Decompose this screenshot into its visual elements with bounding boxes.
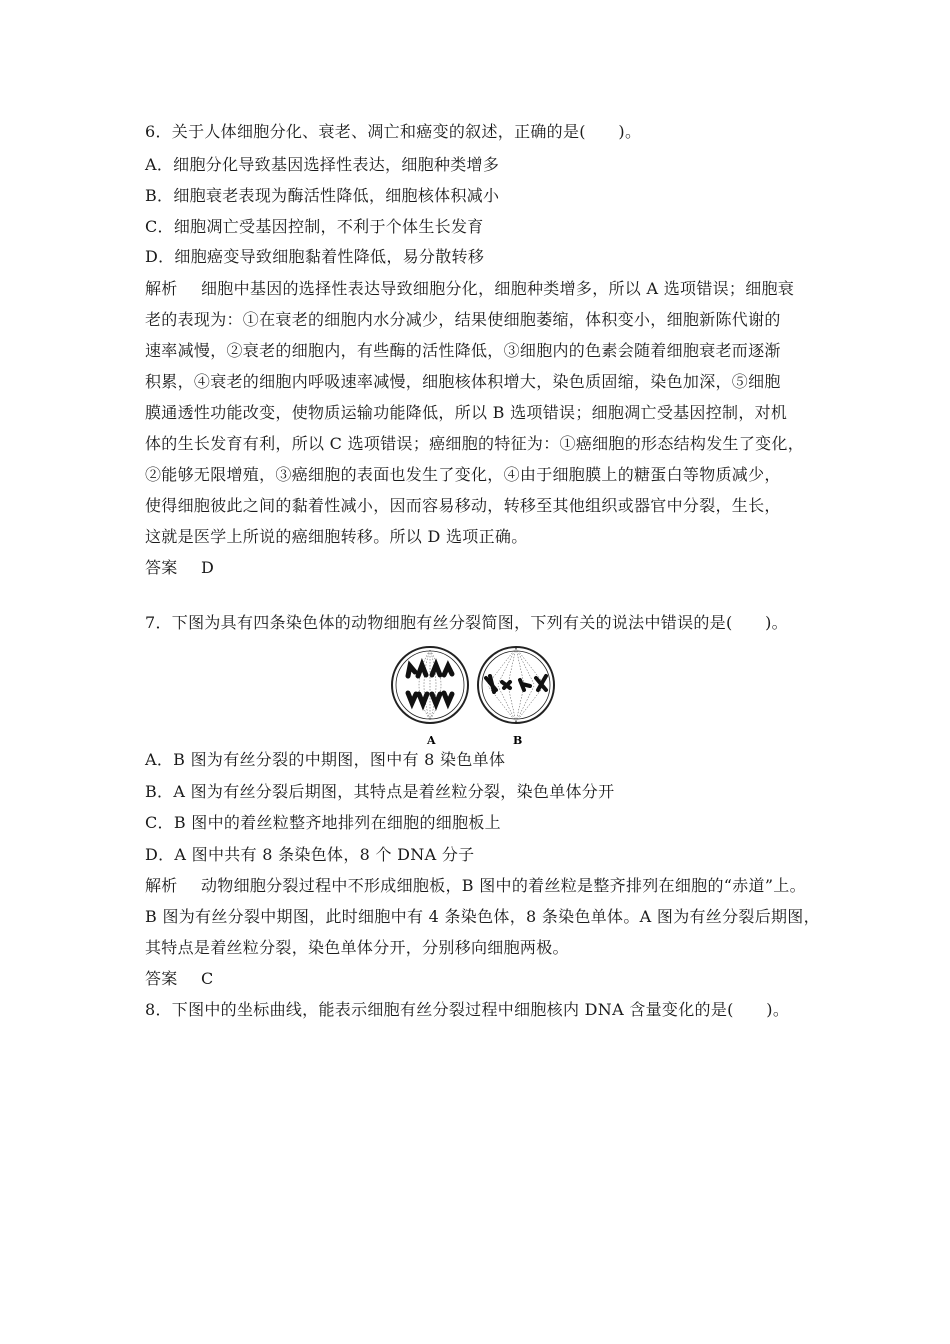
q7-analysis-label: 解析 xyxy=(145,876,178,895)
q7-analysis-line: B 图为有丝分裂中期图，此时细胞中有 4 条染色体，8 条染色单体。A 图为有丝分裂后期图， xyxy=(145,907,820,926)
q6-option-c: C．细胞凋亡受基因控制，不利于个体生长发育 xyxy=(145,217,484,236)
q6-stem: 6．关于人体细胞分化、衰老、凋亡和癌变的叙述，正确的是( )。 xyxy=(145,122,642,141)
cell-b-diagram xyxy=(478,647,554,723)
q7-answer-label: 答案 xyxy=(145,969,178,988)
q7-answer-value: C xyxy=(201,969,214,988)
q7-analysis-line xyxy=(145,876,806,896)
q6-analysis-line: 积累，④衰老的细胞内呼吸速率减慢，细胞核体积增大，染色质固缩，染色加深，⑤细胞 xyxy=(145,372,781,391)
q6-analysis-line xyxy=(145,279,794,299)
q6-analysis-line: 速率减慢，②衰老的细胞内，有些酶的活性降低，③细胞内的色素会随着细胞衰老而逐渐 xyxy=(145,341,781,360)
figure-label-b: B xyxy=(513,734,523,747)
cell-a-diagram xyxy=(392,647,468,723)
q7-answer-line xyxy=(145,969,214,989)
q6-analysis-label: 解析 xyxy=(145,279,178,298)
q7-option-b: B．A 图为有丝分裂后期图，其特点是着丝粒分裂，染色单体分开 xyxy=(145,782,615,801)
q7-option-a: A．B 图为有丝分裂的中期图，图中有 8 染色单体 xyxy=(145,750,506,769)
mitosis-figure xyxy=(388,640,560,748)
q6-analysis-line: 这就是医学上所说的癌细胞转移。所以 D 选项正确。 xyxy=(145,527,528,546)
q6-option-a: A．细胞分化导致基因选择性表达，细胞种类增多 xyxy=(145,155,500,174)
figure-label-a: A xyxy=(427,734,436,747)
q6-option-d: D．细胞癌变导致细胞黏着性降低，易分散转移 xyxy=(145,247,485,266)
q7-stem: 7．下图为具有四条染色体的动物细胞有丝分裂简图，下列有关的说法中错误的是( )。 xyxy=(145,613,788,632)
q6-answer-line xyxy=(145,558,214,578)
q6-analysis-line: 体的生长发育有利，所以 C 选项错误；癌细胞的特征为：①癌细胞的形态结构发生了变化， xyxy=(145,434,805,453)
q6-answer-value: D xyxy=(201,558,215,577)
q6-analysis-line: 使得细胞彼此之间的黏着性减小，因而容易移动，转移至其他组织或器官中分裂，生长， xyxy=(145,496,781,515)
q7-analysis-text: 动物细胞分裂过程中不形成细胞板，B 图中的着丝粒是整齐排列在细胞的“赤道”上。 xyxy=(201,876,806,895)
q6-analysis-line: 老的表现为：①在衰老的细胞内水分减少，结果使细胞萎缩，体积变小，细胞新陈代谢的 xyxy=(145,310,781,329)
q6-analysis-text: 细胞中基因的选择性表达导致细胞分化，细胞种类增多，所以 A 选项错误；细胞衰 xyxy=(201,279,795,298)
q6-option-b: B．细胞衰老表现为酶活性降低，细胞核体积减小 xyxy=(145,186,500,205)
q6-answer-label: 答案 xyxy=(145,558,178,577)
q7-option-c: C．B 图中的着丝粒整齐地排列在细胞的细胞板上 xyxy=(145,813,501,832)
q6-analysis-line: ②能够无限增殖，③癌细胞的表面也发生了变化，④由于细胞膜上的糖蛋白等物质减少， xyxy=(145,465,781,484)
q8-stem: 8．下图中的坐标曲线，能表示细胞有丝分裂过程中细胞核内 DNA 含量变化的是( )。 xyxy=(145,1000,790,1019)
q7-analysis-line: 其特点是着丝粒分裂，染色单体分开，分别移向细胞两极。 xyxy=(145,938,569,957)
q6-analysis-line: 膜通透性功能改变，使物质运输功能降低，所以 B 选项错误；细胞凋亡受基因控制，对机 xyxy=(145,403,788,422)
q7-option-d: D．A 图中共有 8 条染色体，8 个 DNA 分子 xyxy=(145,845,475,864)
